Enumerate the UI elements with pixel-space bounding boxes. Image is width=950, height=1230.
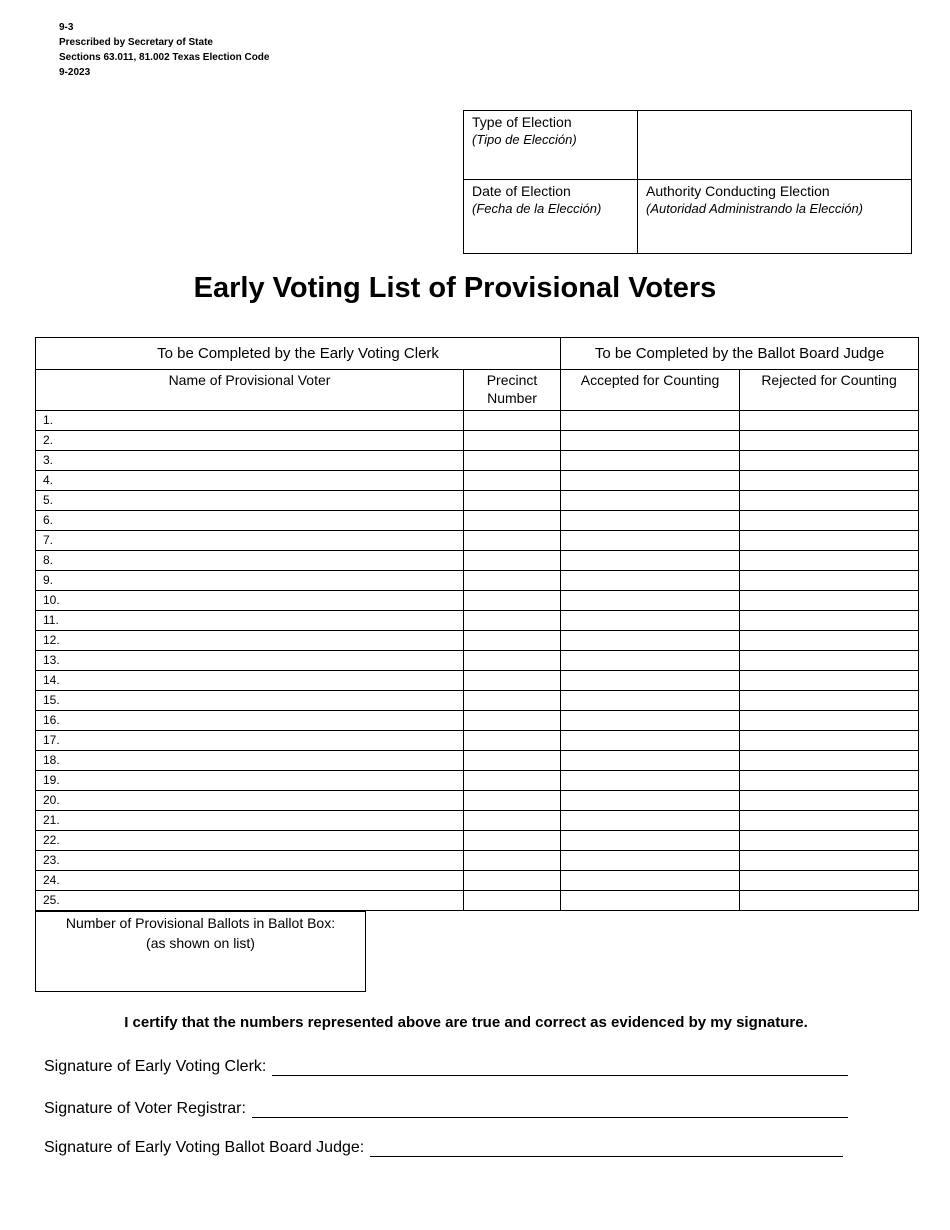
voter-name-cell[interactable]: [36, 531, 464, 551]
precinct-number-cell[interactable]: [464, 451, 561, 471]
voter-name-cell[interactable]: [36, 811, 464, 831]
table-row: [36, 811, 919, 831]
table-row: [36, 451, 919, 471]
accepted-for-counting-cell[interactable]: [561, 791, 740, 811]
accepted-for-counting-cell[interactable]: [561, 651, 740, 671]
prescribed-by: Prescribed by Secretary of State: [59, 37, 213, 48]
page-title: Early Voting List of Provisional Voters: [193, 272, 717, 304]
voter-name-cell[interactable]: [36, 671, 464, 691]
voter-name-cell[interactable]: [36, 511, 464, 531]
rejected-for-counting-cell[interactable]: [740, 411, 919, 431]
accepted-for-counting-cell[interactable]: [561, 691, 740, 711]
row-number: 20.: [43, 793, 60, 807]
certification-statement: I certify that the numbers represented above are true and correct as evidenced by my signature.: [124, 1014, 808, 1031]
name-column-header: Name of Provisional Voter: [36, 370, 464, 411]
row-number: 2.: [43, 433, 54, 447]
rejected-for-counting-cell[interactable]: [740, 451, 919, 471]
rejected-for-counting-cell[interactable]: [740, 511, 919, 531]
voter-name-cell[interactable]: [36, 571, 464, 591]
rejected-for-counting-cell[interactable]: [740, 851, 919, 871]
table-row: [36, 751, 919, 771]
row-number: 8.: [43, 553, 54, 567]
judge-section-header: To be Completed by the Ballot Board Judge: [561, 338, 919, 370]
row-number: 25.: [43, 893, 60, 907]
voter-name-cell[interactable]: [36, 891, 464, 911]
accepted-for-counting-cell[interactable]: [561, 811, 740, 831]
precinct-column-header: Precinct Number: [464, 370, 561, 411]
row-number: 4.: [43, 473, 54, 487]
form-number: 9-3: [59, 22, 74, 33]
precinct-number-cell[interactable]: [464, 631, 561, 651]
row-number: 21.: [43, 813, 60, 827]
precinct-number-cell[interactable]: [464, 671, 561, 691]
rejected-for-counting-cell[interactable]: [740, 671, 919, 691]
clerk-signature-row: [44, 1057, 848, 1076]
precinct-number-cell[interactable]: [464, 751, 561, 771]
voter-name-cell[interactable]: [36, 791, 464, 811]
table-row: [36, 551, 919, 571]
voter-name-cell[interactable]: [36, 651, 464, 671]
voter-name-cell[interactable]: [36, 731, 464, 751]
accepted-for-counting-cell[interactable]: [561, 551, 740, 571]
accepted-for-counting-cell[interactable]: [561, 611, 740, 631]
table-row: [36, 411, 919, 431]
row-number: 18.: [43, 753, 60, 767]
voter-name-cell[interactable]: [36, 631, 464, 651]
table-row: [36, 431, 919, 451]
rejected-for-counting-cell[interactable]: [740, 751, 919, 771]
table-row: [36, 771, 919, 791]
row-number: 15.: [43, 693, 60, 707]
table-row: [36, 671, 919, 691]
judge-signature-label: Signature of Early Voting Ballot Board Judge:: [44, 1139, 365, 1156]
precinct-number-cell[interactable]: [464, 411, 561, 431]
clerk-signature-line[interactable]: [272, 1057, 848, 1076]
ballot-count-sublabel: (as shown on list): [146, 935, 255, 951]
accepted-for-counting-cell[interactable]: [561, 711, 740, 731]
accepted-for-counting-cell[interactable]: [561, 531, 740, 551]
table-row: [36, 651, 919, 671]
rejected-for-counting-cell[interactable]: [740, 731, 919, 751]
rejected-for-counting-cell[interactable]: [740, 491, 919, 511]
accepted-for-counting-cell[interactable]: [561, 431, 740, 451]
table-row: [36, 631, 919, 651]
ballot-count-box[interactable]: [35, 911, 366, 992]
precinct-number-cell[interactable]: [464, 471, 561, 491]
judge-signature-row: [44, 1138, 843, 1157]
precinct-number-cell[interactable]: [464, 611, 561, 631]
row-number: 16.: [43, 713, 60, 727]
judge-signature-line[interactable]: [370, 1138, 843, 1157]
rejected-for-counting-cell[interactable]: [740, 651, 919, 671]
accepted-for-counting-cell[interactable]: [561, 451, 740, 471]
voter-name-cell[interactable]: [36, 871, 464, 891]
table-row: [36, 711, 919, 731]
rejected-for-counting-cell[interactable]: [740, 891, 919, 911]
voter-name-cell[interactable]: [36, 551, 464, 571]
voter-name-cell[interactable]: [36, 451, 464, 471]
rejected-for-counting-cell[interactable]: [740, 771, 919, 791]
voter-name-cell[interactable]: [36, 751, 464, 771]
voter-name-cell[interactable]: [36, 411, 464, 431]
provisional-voters-table: [35, 337, 919, 911]
rejected-for-counting-cell[interactable]: [740, 631, 919, 651]
rejected-column-header: Rejected for Counting: [740, 370, 919, 411]
precinct-number-cell[interactable]: [464, 571, 561, 591]
table-row: [36, 491, 919, 511]
clerk-signature-label: Signature of Early Voting Clerk:: [44, 1058, 267, 1075]
code-sections: Sections 63.011, 81.002 Texas Election Code: [59, 52, 270, 63]
voter-name-cell[interactable]: [36, 831, 464, 851]
rejected-for-counting-cell[interactable]: [740, 711, 919, 731]
table-row: [36, 571, 919, 591]
row-number: 1.: [43, 413, 54, 427]
accepted-for-counting-cell[interactable]: [561, 771, 740, 791]
row-number: 23.: [43, 853, 60, 867]
accepted-for-counting-cell[interactable]: [561, 671, 740, 691]
precinct-number-cell[interactable]: [464, 531, 561, 551]
form-header-meta: [59, 20, 269, 80]
precinct-number-cell[interactable]: [464, 691, 561, 711]
precinct-number-cell[interactable]: [464, 491, 561, 511]
accepted-for-counting-cell[interactable]: [561, 751, 740, 771]
rejected-for-counting-cell[interactable]: [740, 431, 919, 451]
voter-name-cell[interactable]: [36, 851, 464, 871]
rejected-for-counting-cell[interactable]: [740, 791, 919, 811]
date-of-election-field[interactable]: [464, 180, 638, 254]
row-number: 6.: [43, 513, 54, 527]
date-of-election-label: Date of Election: [472, 183, 571, 199]
table-row: [36, 871, 919, 891]
precinct-number-cell[interactable]: [464, 891, 561, 911]
rejected-for-counting-cell[interactable]: [740, 471, 919, 491]
voter-name-cell[interactable]: [36, 431, 464, 451]
precinct-number-cell[interactable]: [464, 831, 561, 851]
table-row: [36, 891, 919, 911]
rejected-for-counting-cell[interactable]: [740, 591, 919, 611]
table-row: [36, 851, 919, 871]
accepted-for-counting-cell[interactable]: [561, 511, 740, 531]
date-of-election-label-es: (Fecha de la Elección): [472, 201, 602, 216]
table-row: [36, 831, 919, 851]
row-number: 10.: [43, 593, 60, 607]
voter-name-cell[interactable]: [36, 691, 464, 711]
rejected-for-counting-cell[interactable]: [740, 831, 919, 851]
precinct-number-cell[interactable]: [464, 771, 561, 791]
accepted-for-counting-cell[interactable]: [561, 851, 740, 871]
accepted-for-counting-cell[interactable]: [561, 411, 740, 431]
ballot-count-label: Number of Provisional Ballots in Ballot Box:: [65, 915, 336, 931]
precinct-number-cell[interactable]: [464, 811, 561, 831]
rejected-for-counting-cell[interactable]: [740, 691, 919, 711]
rejected-for-counting-cell[interactable]: [740, 871, 919, 891]
accepted-for-counting-cell[interactable]: [561, 571, 740, 591]
precinct-number-cell[interactable]: [464, 851, 561, 871]
voter-name-cell[interactable]: [36, 591, 464, 611]
precinct-number-cell[interactable]: [464, 731, 561, 751]
rejected-for-counting-cell[interactable]: [740, 611, 919, 631]
table-row: [36, 791, 919, 811]
authority-label-es: (Autoridad Administrando la Elección): [646, 201, 864, 216]
accepted-for-counting-cell[interactable]: [561, 871, 740, 891]
table-row: [36, 531, 919, 551]
row-number: 3.: [43, 453, 54, 467]
voter-name-cell[interactable]: [36, 771, 464, 791]
type-of-election-label: Type of Election: [472, 114, 572, 130]
row-number: 7.: [43, 533, 54, 547]
precinct-number-cell[interactable]: [464, 551, 561, 571]
precinct-number-cell[interactable]: [464, 511, 561, 531]
row-number: 11.: [43, 613, 59, 627]
precinct-number-cell[interactable]: [464, 711, 561, 731]
authority-label: Authority Conducting Election: [646, 183, 830, 199]
precinct-number-cell[interactable]: [464, 591, 561, 611]
table-row: [36, 731, 919, 751]
row-number: 19.: [43, 773, 60, 787]
rejected-for-counting-cell[interactable]: [740, 531, 919, 551]
voter-name-cell[interactable]: [36, 711, 464, 731]
accepted-for-counting-cell[interactable]: [561, 491, 740, 511]
precinct-number-cell[interactable]: [464, 431, 561, 451]
voter-name-cell[interactable]: [36, 491, 464, 511]
voter-name-cell[interactable]: [36, 611, 464, 631]
accepted-column-header: Accepted for Counting: [561, 370, 740, 411]
type-of-election-field[interactable]: [638, 111, 912, 180]
voter-name-cell[interactable]: [36, 471, 464, 491]
table-row: [36, 591, 919, 611]
rejected-for-counting-cell[interactable]: [740, 571, 919, 591]
type-of-election-label-cell: [464, 111, 638, 180]
accepted-for-counting-cell[interactable]: [561, 591, 740, 611]
row-number: 14.: [43, 673, 60, 687]
accepted-for-counting-cell[interactable]: [561, 631, 740, 651]
registrar-signature-label: Signature of Voter Registrar:: [44, 1100, 246, 1117]
row-number: 9.: [43, 573, 54, 587]
accepted-for-counting-cell[interactable]: [561, 891, 740, 911]
clerk-section-header: To be Completed by the Early Voting Clerk: [36, 338, 561, 370]
row-number: 17.: [43, 733, 60, 747]
accepted-for-counting-cell[interactable]: [561, 831, 740, 851]
accepted-for-counting-cell[interactable]: [561, 731, 740, 751]
type-of-election-label-es: (Tipo de Elección): [472, 132, 577, 147]
row-number: 12.: [43, 633, 60, 647]
row-number: 5.: [43, 493, 54, 507]
precinct-number-cell[interactable]: [464, 791, 561, 811]
form-revision: 9-2023: [59, 67, 91, 78]
precinct-number-cell[interactable]: [464, 651, 561, 671]
table-row: [36, 511, 919, 531]
table-row: [36, 691, 919, 711]
election-info-box: [463, 110, 912, 254]
authority-conducting-election-field[interactable]: [638, 180, 912, 254]
table-row: [36, 611, 919, 631]
precinct-number-cell[interactable]: [464, 871, 561, 891]
row-number: 13.: [43, 653, 60, 667]
table-row: [36, 471, 919, 491]
row-number: 24.: [43, 873, 60, 887]
registrar-signature-line[interactable]: [252, 1099, 848, 1118]
accepted-for-counting-cell[interactable]: [561, 471, 740, 491]
rejected-for-counting-cell[interactable]: [740, 551, 919, 571]
row-number: 22.: [43, 833, 60, 847]
rejected-for-counting-cell[interactable]: [740, 811, 919, 831]
registrar-signature-row: [44, 1099, 848, 1118]
